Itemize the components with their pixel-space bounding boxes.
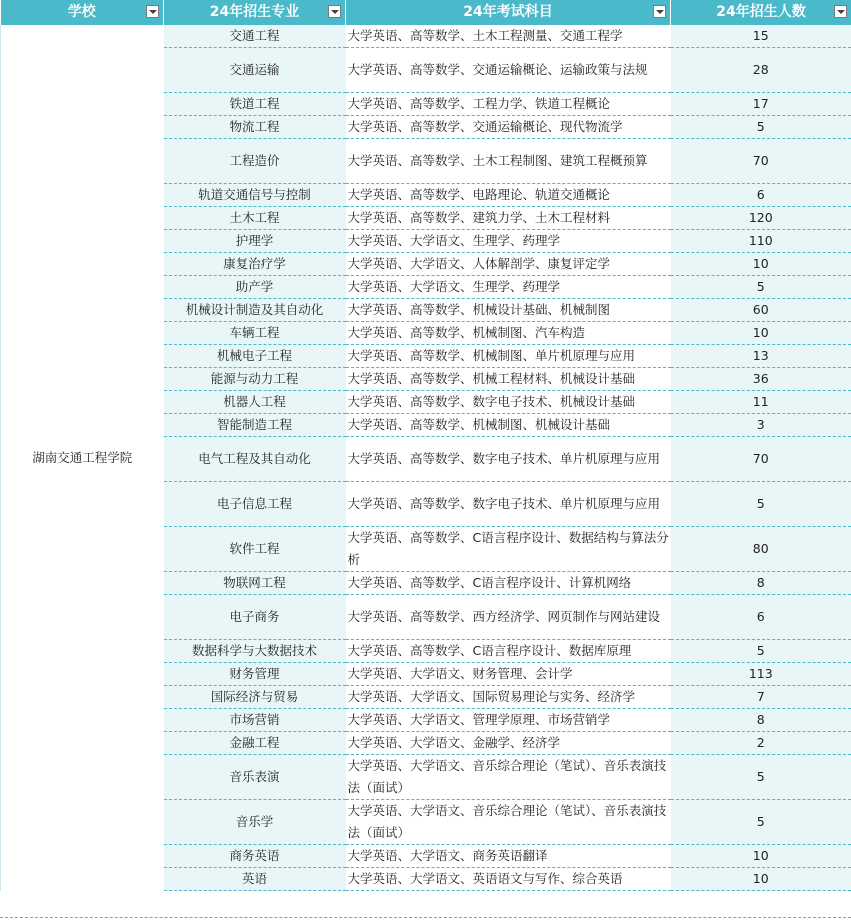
subjects-cell[interactable]: 大学英语、大学语文、生理学、药理学: [346, 230, 671, 253]
filter-dropdown-icon[interactable]: [146, 5, 159, 18]
count-cell[interactable]: 110: [671, 230, 851, 253]
count-cell[interactable]: 70: [671, 437, 851, 482]
header-subjects: [346, 0, 671, 25]
header-school: [1, 0, 164, 25]
count-cell[interactable]: 120: [671, 207, 851, 230]
major-cell[interactable]: 轨道交通信号与控制: [164, 184, 346, 207]
subjects-cell[interactable]: 大学英语、高等数学、电路理论、轨道交通概论: [346, 184, 671, 207]
major-cell[interactable]: 商务英语: [164, 845, 346, 868]
table-bottom-border: [0, 917, 851, 918]
major-cell[interactable]: 机械电子工程: [164, 345, 346, 368]
count-cell[interactable]: 7: [671, 686, 851, 709]
table-body: [1, 25, 851, 891]
major-cell[interactable]: 音乐表演: [164, 755, 346, 800]
count-cell[interactable]: 8: [671, 709, 851, 732]
subjects-cell[interactable]: 大学英语、高等数学、机械工程材料、机械设计基础: [346, 368, 671, 391]
major-cell[interactable]: 交通工程: [164, 25, 346, 48]
count-cell[interactable]: 8: [671, 572, 851, 595]
subjects-cell[interactable]: 大学英语、高等数学、C语言程序设计、计算机网络: [346, 572, 671, 595]
subjects-cell[interactable]: 大学英语、大学语文、生理学、药理学: [346, 276, 671, 299]
major-cell[interactable]: 数据科学与大数据技术: [164, 640, 346, 663]
subjects-cell[interactable]: 大学英语、大学语文、管理学原理、市场营销学: [346, 709, 671, 732]
subjects-cell[interactable]: 大学英语、高等数学、机械制图、机械设计基础: [346, 414, 671, 437]
header-row: [1, 0, 851, 25]
subjects-cell[interactable]: 大学英语、高等数学、数字电子技术、单片机原理与应用: [346, 437, 671, 482]
subjects-cell[interactable]: 大学英语、大学语文、财务管理、会计学: [346, 663, 671, 686]
count-cell[interactable]: 2: [671, 732, 851, 755]
major-cell[interactable]: 护理学: [164, 230, 346, 253]
subjects-cell[interactable]: 大学英语、高等数学、C语言程序设计、数据库原理: [346, 640, 671, 663]
subjects-cell[interactable]: 大学英语、高等数学、土木工程测量、交通工程学: [346, 25, 671, 48]
major-cell[interactable]: 财务管理: [164, 663, 346, 686]
count-cell[interactable]: 10: [671, 322, 851, 345]
count-cell[interactable]: 5: [671, 755, 851, 800]
major-cell[interactable]: 智能制造工程: [164, 414, 346, 437]
subjects-cell[interactable]: 大学英语、高等数学、工程力学、铁道工程概论: [346, 93, 671, 116]
count-cell[interactable]: 5: [671, 482, 851, 527]
count-cell[interactable]: 10: [671, 845, 851, 868]
major-cell[interactable]: 康复治疗学: [164, 253, 346, 276]
major-cell[interactable]: 市场营销: [164, 709, 346, 732]
major-cell[interactable]: 能源与动力工程: [164, 368, 346, 391]
count-cell[interactable]: 6: [671, 595, 851, 640]
count-cell[interactable]: 17: [671, 93, 851, 116]
subjects-cell[interactable]: 大学英语、高等数学、交通运输概论、运输政策与法规: [346, 48, 671, 93]
count-cell[interactable]: 36: [671, 368, 851, 391]
subjects-cell[interactable]: 大学英语、高等数学、数字电子技术、机械设计基础: [346, 391, 671, 414]
major-cell[interactable]: 电子信息工程: [164, 482, 346, 527]
header-major: [164, 0, 346, 25]
major-cell[interactable]: 金融工程: [164, 732, 346, 755]
count-cell[interactable]: 10: [671, 868, 851, 891]
subjects-cell[interactable]: 大学英语、高等数学、机械制图、单片机原理与应用: [346, 345, 671, 368]
header-subjects-label: 24年考试科目: [463, 4, 553, 20]
count-cell[interactable]: 13: [671, 345, 851, 368]
count-cell[interactable]: 60: [671, 299, 851, 322]
count-cell[interactable]: 28: [671, 48, 851, 93]
major-cell[interactable]: 机械设计制造及其自动化: [164, 299, 346, 322]
subjects-cell[interactable]: 大学英语、高等数学、C语言程序设计、数据结构与算法分析: [346, 527, 671, 572]
major-cell[interactable]: 交通运输: [164, 48, 346, 93]
filter-dropdown-icon[interactable]: [834, 5, 847, 18]
major-cell[interactable]: 土木工程: [164, 207, 346, 230]
major-cell[interactable]: 工程造价: [164, 139, 346, 184]
count-cell[interactable]: 5: [671, 116, 851, 139]
count-cell[interactable]: 11: [671, 391, 851, 414]
subjects-cell[interactable]: 大学英语、高等数学、建筑力学、土木工程材料: [346, 207, 671, 230]
subjects-cell[interactable]: 大学英语、大学语文、音乐综合理论（笔试）、音乐表演技法（面试）: [346, 755, 671, 800]
count-cell[interactable]: 15: [671, 25, 851, 48]
major-cell[interactable]: 电气工程及其自动化: [164, 437, 346, 482]
count-cell[interactable]: 80: [671, 527, 851, 572]
count-cell[interactable]: 6: [671, 184, 851, 207]
count-cell[interactable]: 70: [671, 139, 851, 184]
subjects-cell[interactable]: 大学英语、大学语文、英语语文与写作、综合英语: [346, 868, 671, 891]
count-cell[interactable]: 113: [671, 663, 851, 686]
subjects-cell[interactable]: 大学英语、大学语文、金融学、经济学: [346, 732, 671, 755]
filter-dropdown-icon[interactable]: [328, 5, 341, 18]
subjects-cell[interactable]: 大学英语、高等数学、土木工程制图、建筑工程概预算: [346, 139, 671, 184]
header-major-label: 24年招生专业: [209, 4, 300, 20]
subjects-cell[interactable]: 大学英语、大学语文、音乐综合理论（笔试）、音乐表演技法（面试）: [346, 800, 671, 845]
major-cell[interactable]: 车辆工程: [164, 322, 346, 345]
filter-dropdown-icon[interactable]: [653, 5, 666, 18]
major-cell[interactable]: 英语: [164, 868, 346, 891]
count-cell[interactable]: 3: [671, 414, 851, 437]
subjects-cell[interactable]: 大学英语、高等数学、交通运输概论、现代物流学: [346, 116, 671, 139]
school-name-cell[interactable]: 湖南交通工程学院: [1, 25, 164, 891]
count-cell[interactable]: 5: [671, 800, 851, 845]
major-cell[interactable]: 助产学: [164, 276, 346, 299]
subjects-cell[interactable]: 大学英语、大学语文、商务英语翻译: [346, 845, 671, 868]
count-cell[interactable]: 5: [671, 276, 851, 299]
major-cell[interactable]: 软件工程: [164, 527, 346, 572]
subjects-cell[interactable]: 大学英语、高等数学、西方经济学、网页制作与网站建设: [346, 595, 671, 640]
subjects-cell[interactable]: 大学英语、大学语文、国际贸易理论与实务、经济学: [346, 686, 671, 709]
major-cell[interactable]: 电子商务: [164, 595, 346, 640]
major-cell[interactable]: 铁道工程: [164, 93, 346, 116]
major-cell[interactable]: 物联网工程: [164, 572, 346, 595]
major-cell[interactable]: 机器人工程: [164, 391, 346, 414]
header-count-label: 24年招生人数: [716, 4, 806, 20]
header-count: [671, 0, 851, 25]
count-cell[interactable]: 5: [671, 640, 851, 663]
subjects-cell[interactable]: 大学英语、高等数学、数字电子技术、单片机原理与应用: [346, 482, 671, 527]
count-cell[interactable]: 10: [671, 253, 851, 276]
header-school-label: 学校: [67, 4, 96, 20]
subjects-cell[interactable]: 大学英语、高等数学、机械设计基础、机械制图: [346, 299, 671, 322]
major-cell[interactable]: 音乐学: [164, 800, 346, 845]
table-row: [1, 25, 851, 48]
major-cell[interactable]: 物流工程: [164, 116, 346, 139]
major-cell[interactable]: 国际经济与贸易: [164, 686, 346, 709]
subjects-cell[interactable]: 大学英语、高等数学、机械制图、汽车构造: [346, 322, 671, 345]
subjects-cell[interactable]: 大学英语、大学语文、人体解剖学、康复评定学: [346, 253, 671, 276]
